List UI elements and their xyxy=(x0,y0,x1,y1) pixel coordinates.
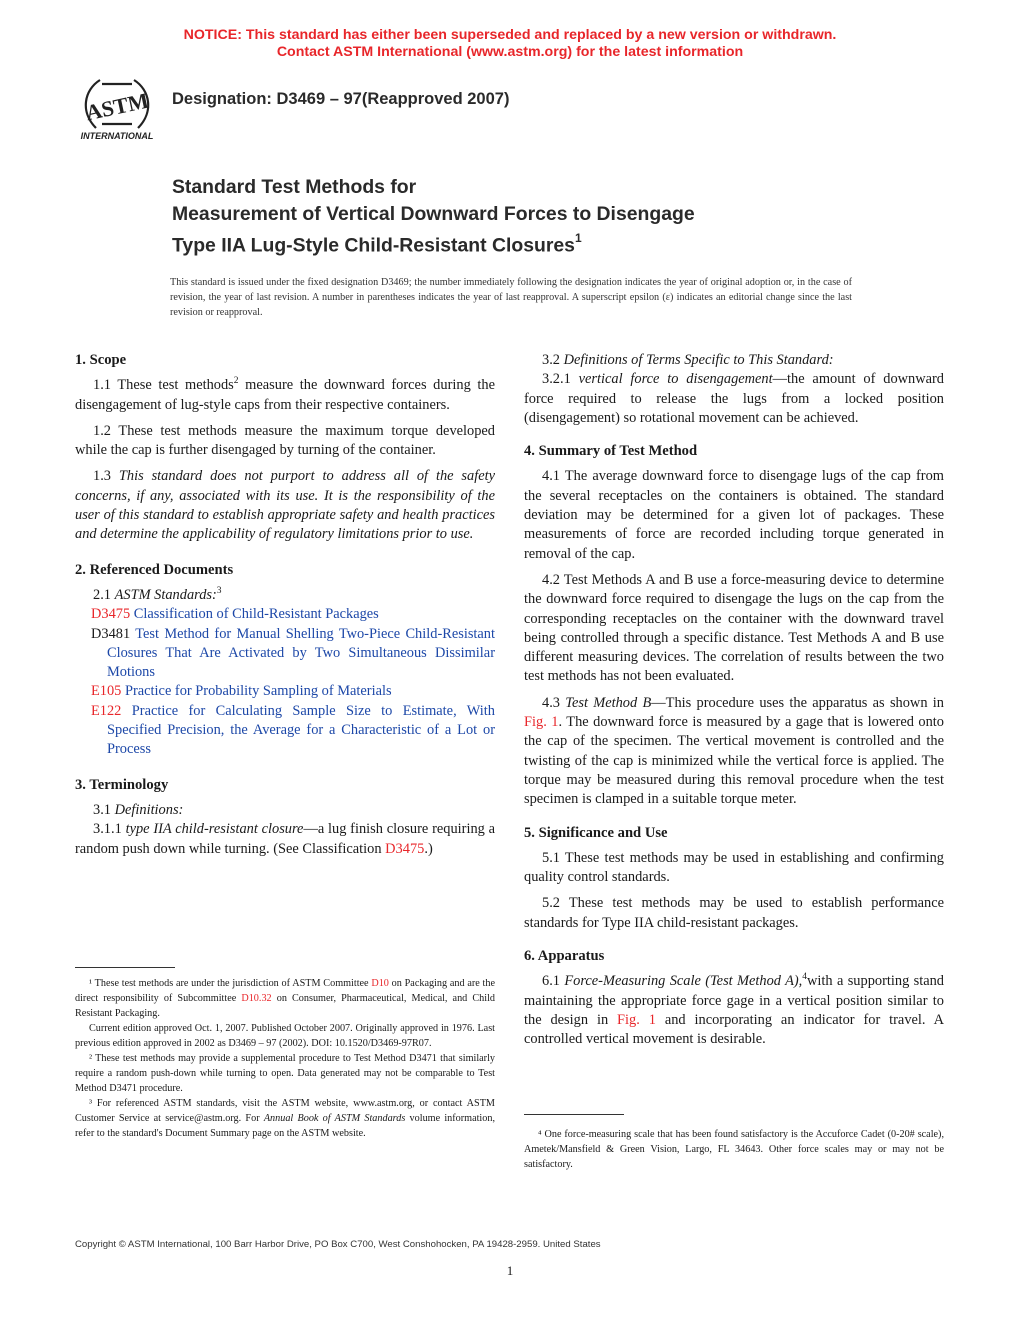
right-column xyxy=(524,351,944,1050)
notice-line-2: Contact ASTM International (www.astm.org) for the latest information xyxy=(276,44,744,60)
para-2-1: 2.1 ASTM Standards:$^3$ xyxy=(93,586,222,603)
para-1-1: 1.1 These test methods$^2$ measure the downward forces during the disengagement of lug-style caps from their respective containers. xyxy=(75,376,495,413)
title-line-3-text: Type IIA Lug-Style Child-Resistant Closures xyxy=(172,234,575,257)
title-line-3 xyxy=(172,227,892,259)
standard-note: This standard is issued under the fixed designation D3469; the number immediately following the designation indicates the year of original adoption or, in the case of revision, the year of last revision. A number in parentheses indicates the year of last reapproval. A superscript epsilon (ε) indicates an editorial change since the last revision or reapproval. xyxy=(170,277,852,318)
para-5-1: 5.1 These test methods may be used in establishing and confirming quality control standards. xyxy=(524,849,944,886)
footnotes-right xyxy=(524,1127,944,1172)
copyright-footer: Copyright © ASTM International, 100 Barr Harbor Drive, PO Box C700, West Conshohocken, PA 19428-2959. United States xyxy=(75,1239,601,1250)
section-heading-terminology: 3. Terminology xyxy=(75,776,169,793)
designation: Designation: D3469 – 97(Reapproved 2007) xyxy=(172,90,510,108)
section-heading-summary: 4. Summary of Test Method xyxy=(524,443,698,460)
title-line-2: Measurement of Vertical Downward Forces to Disengage xyxy=(172,202,695,225)
document-title xyxy=(172,174,892,259)
left-column xyxy=(75,351,495,859)
title-footnote-mark: 1 xyxy=(574,231,582,245)
logo-wordmark: ASTM xyxy=(83,87,151,126)
footnote-4: ⁴ One force-measuring scale that has been found satisfactory is the Accuforce Cadet (0-20# scale), Ametek/Mansfield & Green Vision, Largo, FL 34643. Other force scales may or may not be satisfactory. xyxy=(524,1129,944,1170)
para-6-1: 6.1 Force-Measuring Scale (Test Method A),$^4$with a supporting stand maintaining the appropriate force gage in a vertical position similar to the design in Fig. 1 and incorporating an indicator for travel. A controlled vertical movement is desirable. xyxy=(524,972,944,1048)
para-4-1: 4.1 The average downward force to disengage lugs of the cap from the several receptacles on the containers is obtained. The standard deviation may be determined for a given lot of packages. These measurements of force are recorded including torque generated in removal of the cap. xyxy=(524,468,944,562)
para-4-2: 4.2 Test Methods A and B use a force-measuring device to determine the downward force required to disengage the lugs on the cap from the corresponding receptacles on the container with the downward travel being controlled through a specific distance. Test Methods A and B use different measuring devices. The correlation of results between the two test methods has not been evaluated. xyxy=(524,571,944,685)
section-heading-scope: 1. Scope xyxy=(75,352,127,368)
footnote-rule-right xyxy=(524,1114,624,1115)
footnote-3: ³ For referenced ASTM standards, visit the ASTM website, www.astm.org, or contact ASTM Customer Service at service@astm.org. For Annual Book of ASTM Standards volume information, refer to the standard's Document Summary page on the ASTM website. xyxy=(75,1098,495,1139)
para-3-2: 3.2 Definitions of Terms Specific to This Standard: xyxy=(542,352,834,368)
withdrawal-notice xyxy=(0,27,1020,61)
notice-line-1: NOTICE: This standard has either been superseded and replaced by a new version or withdrawn. xyxy=(183,27,837,43)
para-3-1-1: 3.1.1 type IIA child-resistant closure—a lug finish closure requiring a random push down while turning. (See Classification D3475.) xyxy=(75,821,495,857)
para-4-3: 4.3 Test Method B—This procedure uses the apparatus as shown in Fig. 1. The downward force is measured by a gage that is lowered onto the cap of the specimen. The vertical movement is controlled and the twisting of the cap is minimized while the vertical force is applied. The torque may be measured during this removal procedure when the test specimen is clamped in a suitable torque meter. xyxy=(524,694,944,808)
link-fig-1-apparatus[interactable]: Fig. 1 xyxy=(617,1011,656,1028)
section-heading-referenced-documents: 2. Referenced Documents xyxy=(75,561,234,578)
logo-subtext: INTERNATIONAL xyxy=(80,131,154,141)
reference-d3475[interactable]: D3475 Classification of Child-Resistant Packages xyxy=(91,606,379,623)
reference-d3481[interactable]: D3481 Test Method for Manual Shelling Two-Piece Child-Resistant Closures That Are Activated by Two Simultaneous Dissimilar Motions xyxy=(91,625,495,681)
footnote-2: ² These test methods may provide a supplemental procedure to Test Method D3471 that similarly require a random push-down while turning to open. Data generated may not be comparable to Test Method D3471 procedure. xyxy=(75,1053,495,1094)
section-heading-apparatus: 6. Apparatus xyxy=(524,948,605,965)
link-fig-1[interactable]: Fig. 1 xyxy=(524,714,559,731)
footnote-rule-left xyxy=(75,967,175,968)
page-number: 1 xyxy=(506,1263,514,1278)
title-line-1: Standard Test Methods for xyxy=(172,176,417,198)
para-5-2: 5.2 These test methods may be used to establish performance standards for Type IIA child-resistant packages. xyxy=(524,895,944,931)
para-3-2-1: 3.2.1 vertical force to disengagement—the amount of downward force required to release the lugs from a locked position (disengagement) so rotational movement can be achieved. xyxy=(524,371,944,426)
para-1-3: 1.3 This standard does not purport to address all of the safety concerns, if any, associated with its use. It is the responsibility of the user of this standard to establish appropriate safety and health practices and determine the applicability of regulatory limitations prior to use. xyxy=(75,468,495,543)
reference-e122[interactable]: E122 Practice for Calculating Sample Size to Estimate, With Specified Precision, the Average for a Characteristic of a Lot or Process xyxy=(91,702,495,758)
section-heading-significance: 5. Significance and Use xyxy=(524,824,668,841)
footnote-1-edition: Current edition approved Oct. 1, 2007. Published October 2007. Originally approved in 1976. Last previous edition approved in 2002 as D3469 – 97 (2002). DOI: 10.1520/D3469-97R07. xyxy=(75,1023,495,1049)
reference-e105[interactable]: E105 Practice for Probability Sampling of Materials xyxy=(91,683,392,700)
link-d3475[interactable]: D3475 xyxy=(385,840,425,857)
para-3-1: 3.1 Definitions: xyxy=(93,801,184,818)
para-1-2: 1.2 These test methods measure the maximum torque developed while the cap is further disengaged by turning of the container. xyxy=(75,422,495,459)
astm-logo xyxy=(72,72,162,142)
footnote-1: ¹ These test methods are under the jurisdiction of ASTM Committee D10 on Packaging and are the direct responsibility of Subcommittee D10.32 on Consumer, Pharmaceutical, Medical, and Child Resistant Packaging. xyxy=(75,978,495,1019)
footnotes-left xyxy=(75,976,495,1141)
